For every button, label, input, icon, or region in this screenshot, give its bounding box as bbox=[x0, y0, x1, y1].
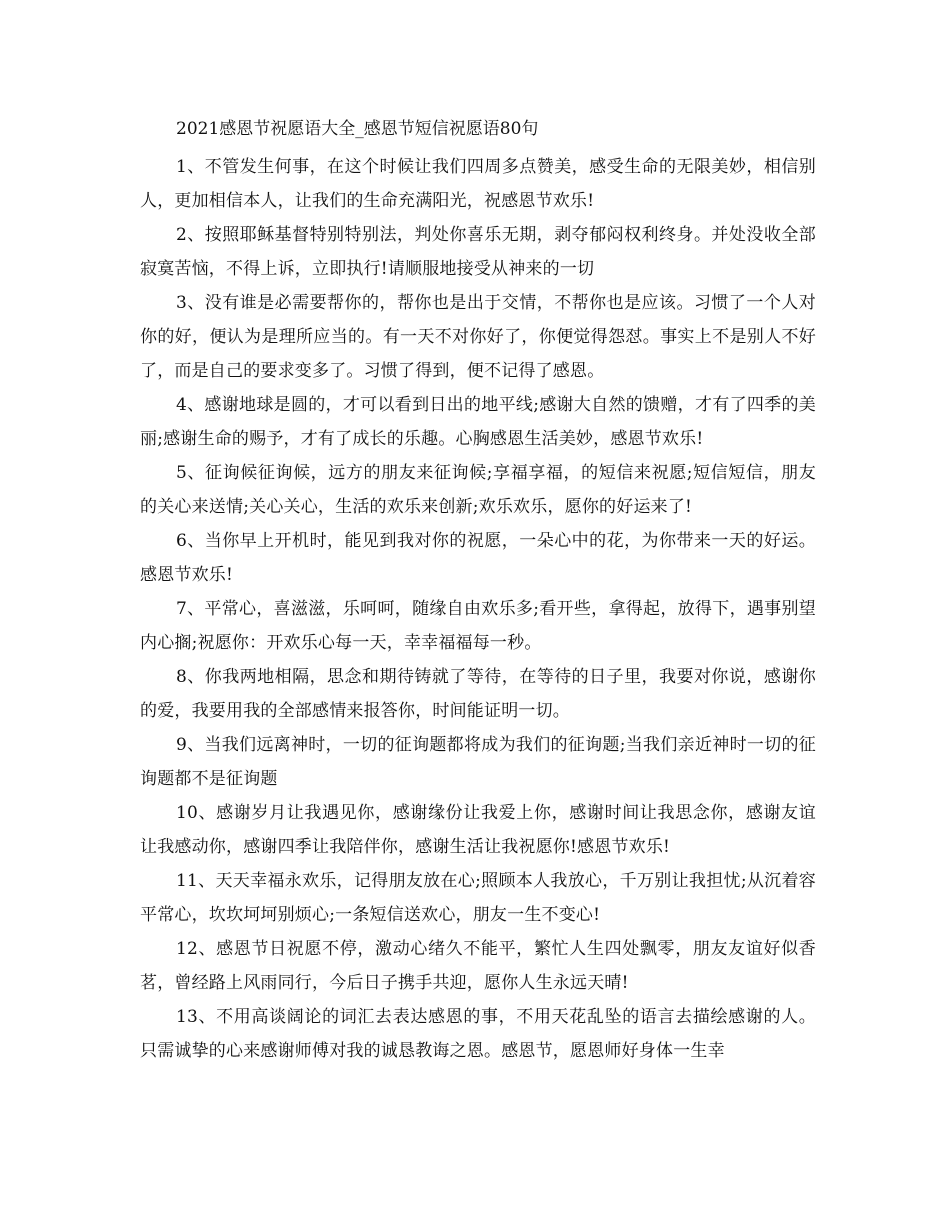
document-title: 2021感恩节祝愿语大全_感恩节短信祝愿语80句 bbox=[176, 119, 539, 139]
paragraph: 3、没有谁是必需要帮你的，帮你也是出于交情，不帮你也是应该。习惯了一个人对你的好，便认为是理所应当的。有一天不对你好了，你便觉得怨怼。事实上不是别人不好了，而是自己的要求变多了。习惯了得到，便不记得了感恩。 bbox=[140, 293, 816, 381]
paragraph: 12、感恩节日祝愿不停，激动心绪久不能平，繁忙人生四处飘零，朋友友谊好似香茗，曾经路上风雨同行，今后日子携手共迎，愿你人生永远天晴! bbox=[140, 939, 816, 993]
paragraph: 7、平常心，喜滋滋，乐呵呵，随缘自由欢乐多;看开些，拿得起，放得下，遇事别望内心搁;祝愿你：开欢乐心每一天，幸幸福福每一秒。 bbox=[140, 599, 816, 653]
paragraph: 9、当我们远离神时，一切的征询题都将成为我们的征询题;当我们亲近神时一切的征询题都不是征询题 bbox=[140, 735, 816, 789]
paragraph: 5、征询候征询候，远方的朋友来征询候;享福享福，的短信来祝愿;短信短信，朋友的关心来送情;关心关心，生活的欢乐来创新;欢乐欢乐，愿你的好运来了! bbox=[140, 463, 816, 517]
paragraph: 2、按照耶稣基督特别特别法，判处你喜乐无期，剥夺郁闷权利终身。并处没收全部寂寞苦恼，不得上诉，立即执行!请顺服地接受从神来的一切 bbox=[140, 225, 816, 279]
paragraph: 1、不管发生何事，在这个时候让我们四周多点赞美，感受生命的无限美妙，相信别人，更加相信本人，让我们的生命充满阳光，祝感恩节欢乐! bbox=[140, 157, 816, 211]
paragraph: 4、感谢地球是圆的，才可以看到日出的地平线;感谢大自然的馈赠，才有了四季的美丽;感谢生命的赐予，才有了成长的乐趣。心胸感恩生活美妙，感恩节欢乐! bbox=[140, 395, 816, 449]
paragraph: 13、不用高谈阔论的词汇去表达感恩的事，不用天花乱坠的语言去描绘感谢的人。只需诚挚的心来感谢师傅对我的诚恳教诲之恩。感恩节，愿恩师好身体一生幸 bbox=[140, 1007, 816, 1061]
document-body bbox=[140, 116, 816, 1068]
paragraph: 10、感谢岁月让我遇见你，感谢缘份让我爱上你，感谢时间让我思念你，感谢友谊让我感动你，感谢四季让我陪伴你，感谢生活让我祝愿你!感恩节欢乐! bbox=[140, 803, 816, 857]
paragraph: 11、天天幸福永欢乐，记得朋友放在心;照顾本人我放心，千万别让我担忧;从沉着容平常心，坎坎坷坷别烦心;一条短信送欢心，朋友一生不变心! bbox=[140, 871, 816, 925]
paragraph: 6、当你早上开机时，能见到我对你的祝愿，一朵心中的花，为你带来一天的好运。感恩节欢乐! bbox=[140, 531, 816, 585]
paragraph: 8、你我两地相隔，思念和期待铸就了等待，在等待的日子里，我要对你说，感谢你的爱，我要用我的全部感情来报答你，时间能证明一切。 bbox=[140, 667, 816, 721]
